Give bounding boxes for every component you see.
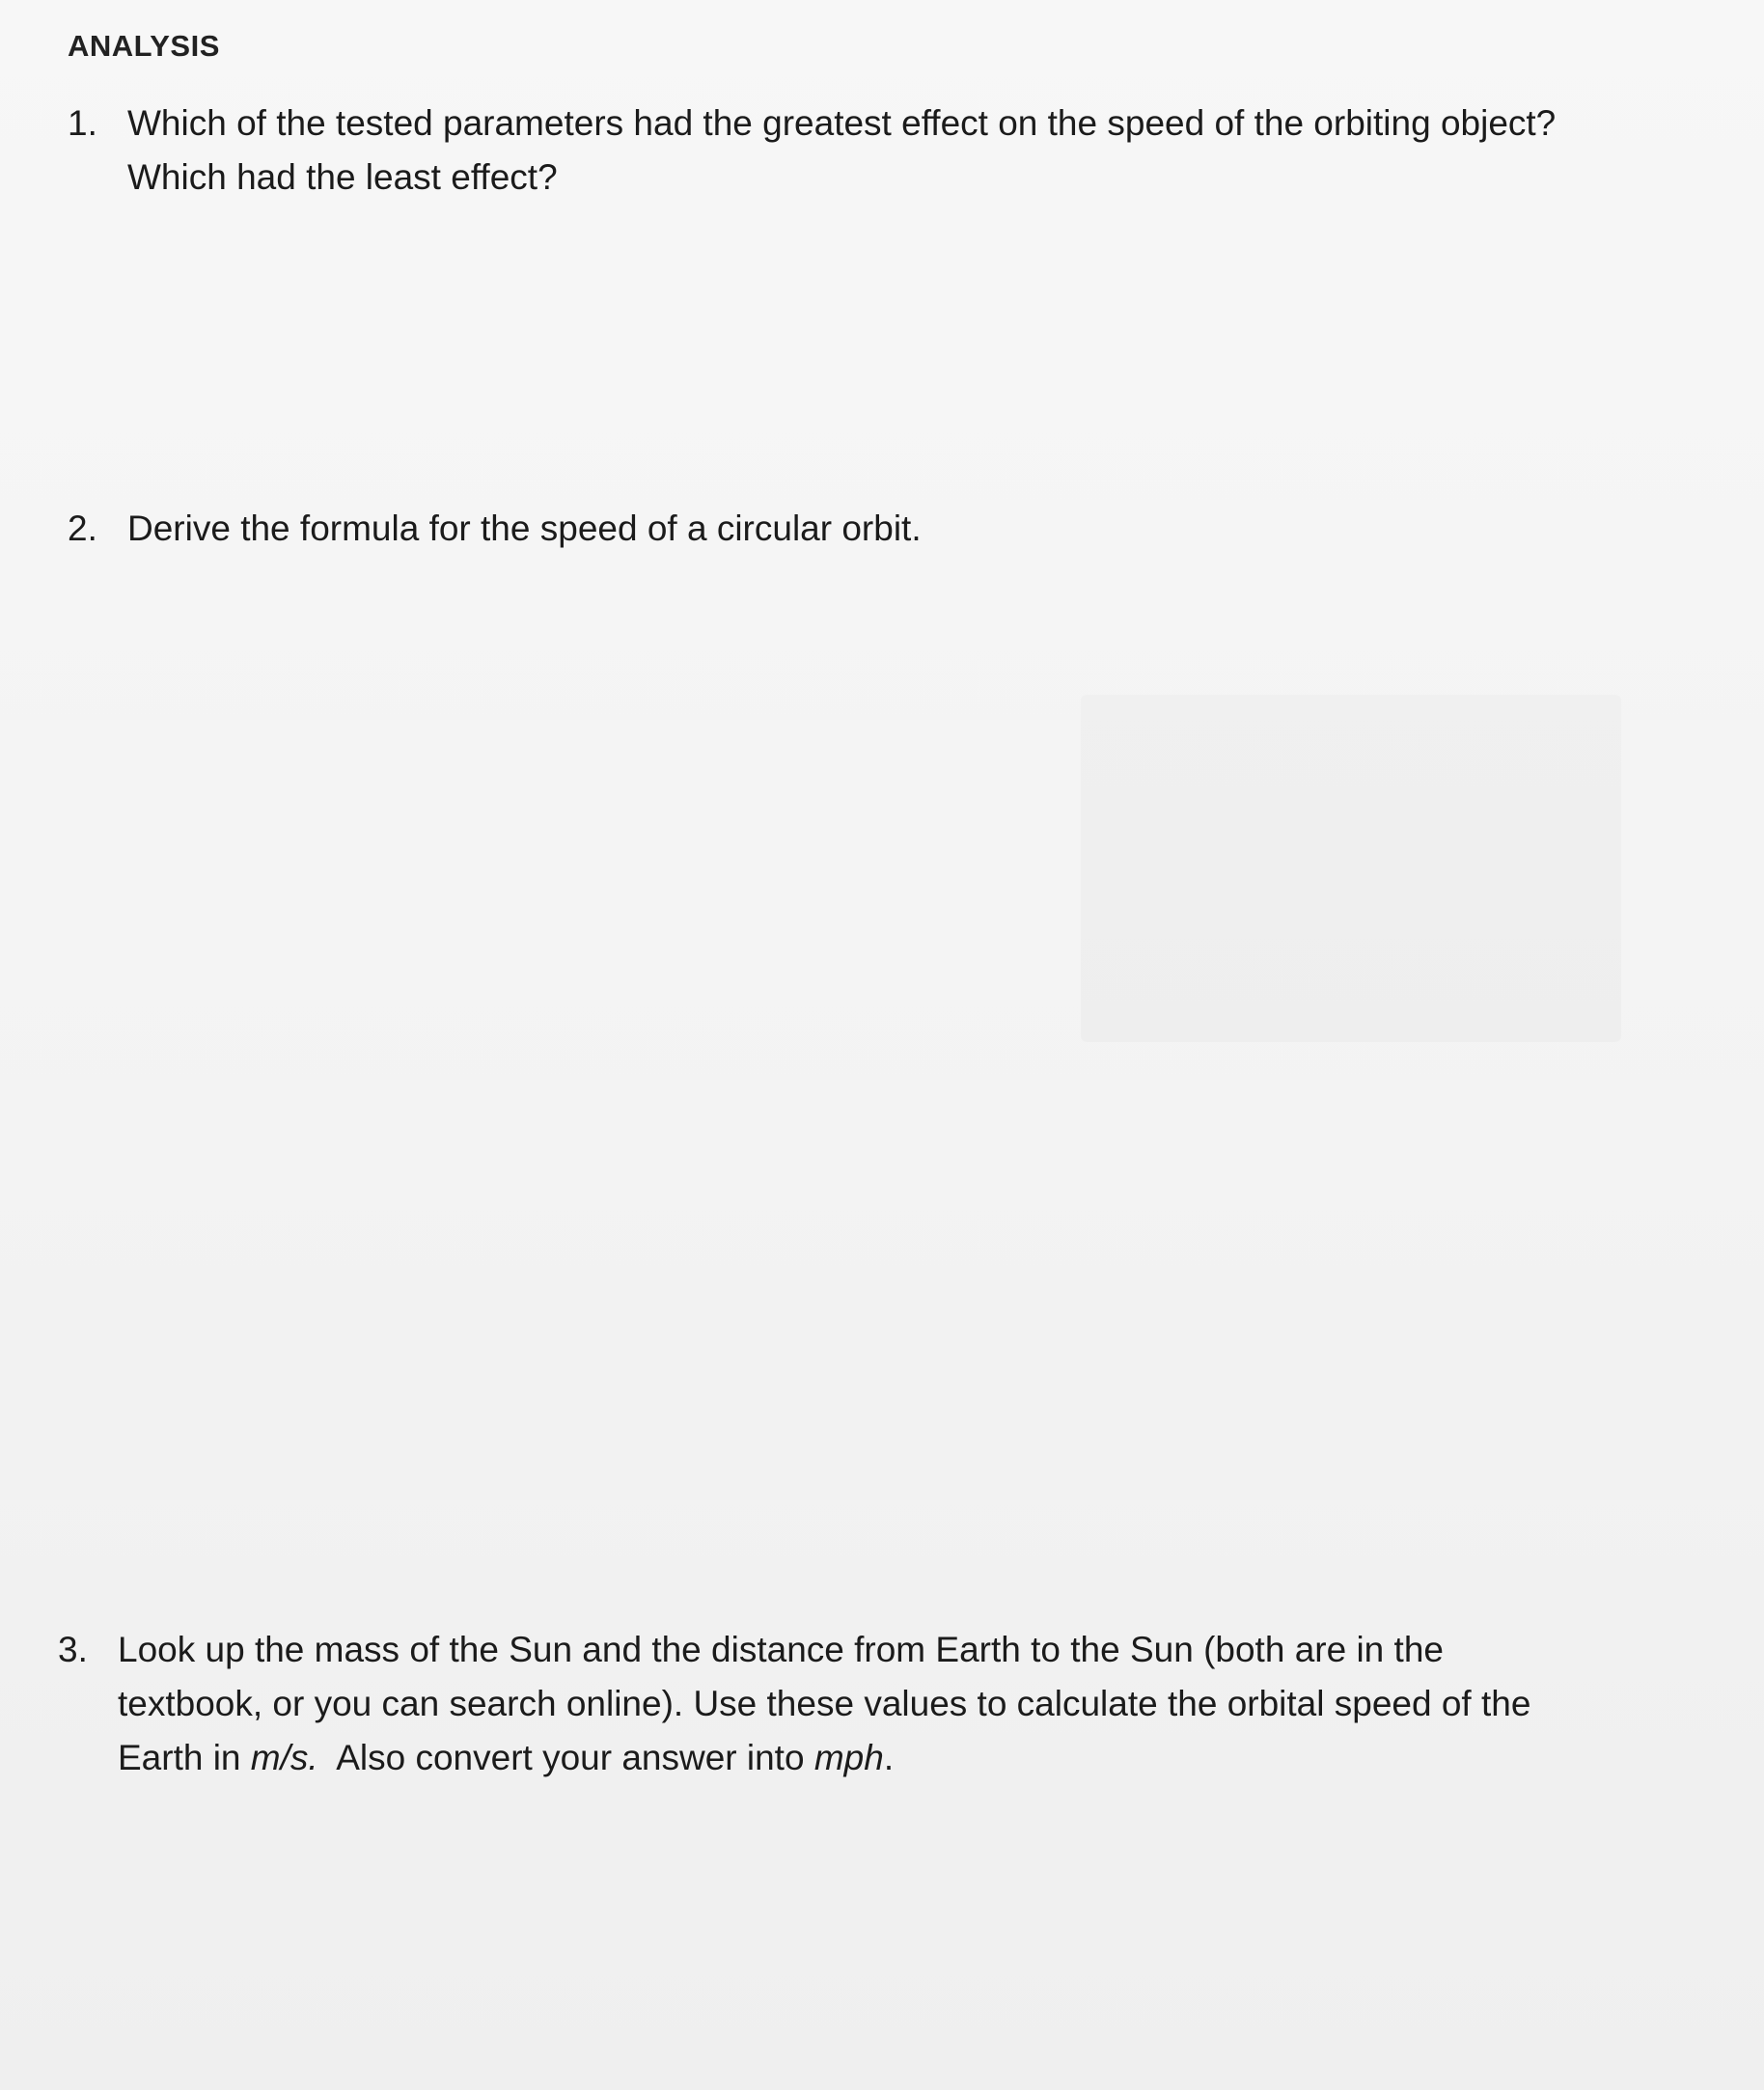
unit-mph: mph <box>813 1738 884 1777</box>
question-3-line-2: textbook, or you can search online). Use these values to calculate the orbital speed of the <box>118 1684 1531 1723</box>
section-heading: ANALYSIS <box>68 29 220 63</box>
question-2-line-1: Derive the formula for the speed of a circular orbit. <box>127 509 922 548</box>
question-2-text <box>127 502 1708 556</box>
bleed-through-shadow <box>1081 695 1621 1042</box>
question-1-text <box>127 96 1708 205</box>
unit-meters-per-second: m/s. <box>250 1738 318 1777</box>
question-3-line-1: Look up the mass of the Sun and the distance from Earth to the Sun (both are in the <box>118 1630 1444 1669</box>
question-1-number: 1. <box>68 103 97 143</box>
question-3-line-3-end: . <box>883 1738 895 1777</box>
question-3-number: 3. <box>58 1630 88 1669</box>
question-2-number: 2. <box>68 509 97 548</box>
question-3-text <box>118 1623 1698 1785</box>
question-3-line-3 <box>118 1731 1698 1785</box>
question-3-line-3-start: Earth in <box>118 1738 251 1777</box>
question-3-line-3-middle: Also convert your answer into <box>317 1738 814 1777</box>
question-1-line-1: Which of the tested parameters had the greatest effect on the speed of the orbiting object? <box>127 103 1557 143</box>
question-1-line-2: Which had the least effect? <box>127 157 558 197</box>
